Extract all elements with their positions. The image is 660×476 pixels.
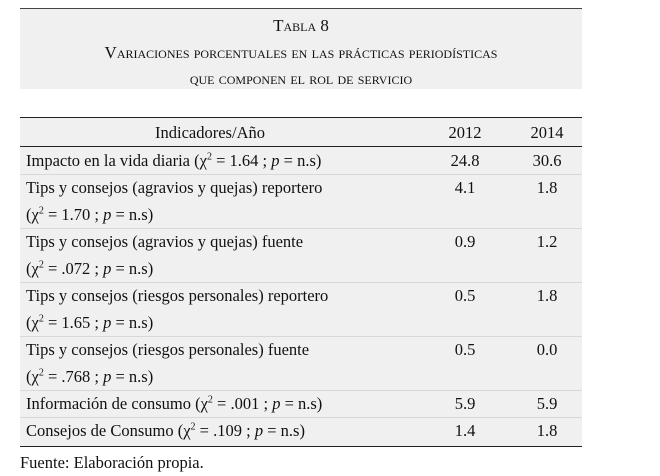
indicator-label: Información de consumo [26, 394, 191, 413]
indicator-cell [26, 421, 305, 441]
value-2014: 1.2 [536, 232, 558, 251]
source-note: Fuente: Elaboración propia. [20, 453, 204, 472]
row-separator [20, 228, 582, 229]
p-symbol: p [103, 367, 112, 386]
p-symbol: p [103, 313, 112, 332]
superscript-2: 2 [38, 313, 44, 325]
value-2012: 1.4 [454, 421, 476, 440]
table-number: Tabla 8 [273, 16, 329, 35]
chi-square-stat: ($\chi^2 = 1.64$ ; p = n.s) [194, 151, 322, 170]
indicator-cell [26, 340, 309, 360]
header-indicators: Indicadores/Año [155, 123, 265, 142]
row-separator [20, 174, 582, 175]
indicator-label: Impacto en la vida diaria [26, 151, 191, 170]
indicator-label: Tips y consejos (agravios y quejas) reportero [26, 178, 323, 197]
p-value: n.s [128, 205, 148, 224]
indicator-cell [26, 232, 303, 252]
chi-value: .109 [213, 421, 242, 440]
table-title-line-2: que componen el rol de servicio [189, 69, 413, 88]
p-symbol: p [103, 259, 112, 278]
superscript-2: 2 [206, 151, 212, 163]
superscript-2: 2 [38, 205, 44, 217]
chi-value: 1.65 [61, 313, 91, 332]
p-value: n.s [280, 421, 300, 440]
superscript-2: 2 [207, 394, 213, 406]
table-title-line-1: Variaciones porcentuales en las prácticas periodísticas [104, 43, 498, 62]
header-2012: 2012 [448, 123, 482, 142]
value-2012: 4.1 [454, 178, 476, 197]
indicator-cell [26, 394, 322, 414]
indicator-stat-line [26, 259, 153, 279]
value-2012: 0.5 [454, 340, 476, 359]
chi-square-stat: ($\chi^2 = .072$ ; p = n.s) [26, 259, 154, 278]
row-separator [20, 417, 582, 418]
p-value: n.s [128, 367, 148, 386]
value-2014: 30.6 [532, 151, 562, 170]
chi-value: 1.70 [61, 205, 91, 224]
chi-square-stat: ($\chi^2 = 1.65$ ; p = n.s) [26, 313, 154, 332]
chi-square-stat: ($\chi^2 = .109$ ; p = n.s) [177, 421, 305, 440]
p-symbol: p [254, 421, 264, 440]
row-separator [20, 336, 582, 337]
value-2012: 0.9 [454, 232, 476, 251]
superscript-2: 2 [38, 259, 44, 271]
value-2014: 1.8 [536, 178, 558, 197]
value-2012: 0.5 [454, 286, 476, 305]
p-symbol: p [271, 151, 280, 170]
indicator-stat-line [26, 367, 153, 387]
indicator-stat-line [26, 313, 153, 333]
p-value: n.s [298, 394, 317, 413]
indicator-label: Tips y consejos (riesgos personales) reportero [26, 286, 329, 305]
indicator-cell [26, 178, 322, 198]
p-symbol: p [103, 205, 112, 224]
superscript-2: 2 [38, 367, 44, 379]
chi-value: 1.64 [229, 151, 259, 170]
p-value: n.s [297, 151, 316, 170]
value-2014: 5.9 [536, 394, 558, 413]
indicator-cell [26, 286, 328, 306]
p-value: n.s [128, 313, 148, 332]
indicator-label: Tips y consejos (agravios y quejas) fuente [26, 232, 304, 251]
value-2014: 0.0 [536, 340, 558, 359]
indicator-stat-line [26, 205, 153, 225]
bottom-rule [20, 446, 582, 447]
indicator-label: Consejos de Consumo [26, 421, 174, 440]
chi-value: .072 [61, 259, 91, 278]
chi-square-stat: ($\chi^2 = .768$ ; p = n.s) [26, 367, 154, 386]
row-separator [20, 390, 582, 391]
p-value: n.s [128, 259, 148, 278]
value-2014: 1.8 [536, 421, 558, 440]
superscript-2: 2 [190, 421, 196, 433]
chi-value: .001 [230, 394, 260, 413]
table-caption [20, 8, 582, 89]
p-symbol: p [272, 394, 281, 413]
header-rule [20, 146, 582, 147]
chi-square-stat: ($\chi^2 = .001$ ; p = n.s) [195, 394, 323, 413]
value-2012: 5.9 [454, 394, 476, 413]
chi-value: .768 [61, 367, 91, 386]
indicator-cell [26, 151, 321, 171]
value-2014: 1.8 [536, 286, 558, 305]
value-2012: 24.8 [450, 151, 480, 170]
header-2014: 2014 [530, 123, 564, 142]
chi-square-stat: ($\chi^2 = 1.70$ ; p = n.s) [26, 205, 154, 224]
row-separator [20, 282, 582, 283]
data-table [20, 117, 582, 447]
indicator-label: Tips y consejos (riesgos personales) fuente [26, 340, 310, 359]
